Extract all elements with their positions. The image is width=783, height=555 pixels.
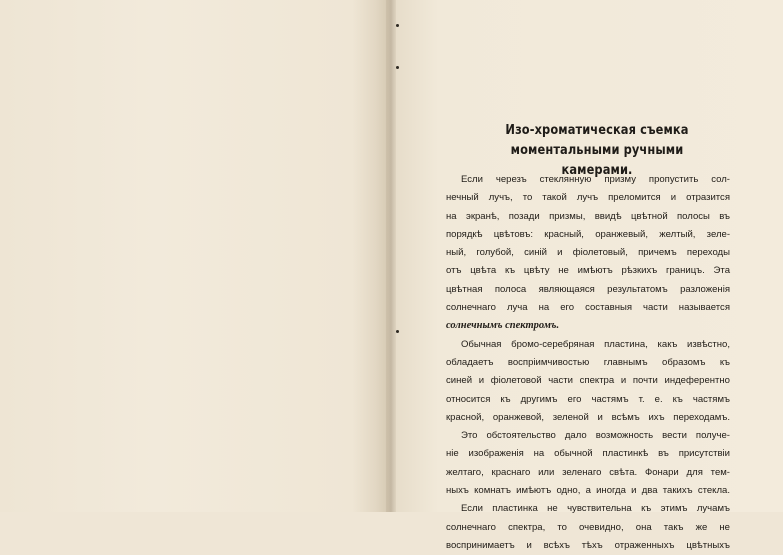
text-line: относится къ другимъ его частямъ т. е. къ частямъ xyxy=(446,393,730,405)
text-line: отъ цвѣта къ цвѣту не имѣютъ рѣзкихъ границъ. Эта xyxy=(446,265,730,277)
text-line: цвѣтная полоса являющаяся результатомъ разложенія xyxy=(446,283,730,295)
text-line: порядкѣ цвѣтовъ: красный, оранжевый, желтый, зеле- xyxy=(446,228,730,240)
chapter-title-line: камерами. xyxy=(561,163,633,178)
body-text xyxy=(446,171,730,555)
text-line: солнечнаго спектра, то очевидно, она такъ же не xyxy=(446,521,730,533)
chapter-title-line: Изо-хроматическая съемка моментальными ручными xyxy=(505,123,689,158)
text-line: ный, голубой, синій и фіолетовый, причемъ переходы xyxy=(446,247,730,259)
text-line: нечный лучъ, то такой лучъ преломится и отразится xyxy=(446,192,730,204)
text-line: воспринимаетъ и всѣхъ тѣхъ отраженныхъ цвѣтныхъ xyxy=(446,539,730,551)
text-line: Если черезъ стеклянную призму пропустить сол- xyxy=(461,174,730,185)
text-line: на экранѣ, позади призмы, ввидѣ цвѣтной полосы въ xyxy=(446,210,730,222)
text-line: синей и фіолетовой части спектра и почти индеферентно xyxy=(446,375,730,387)
text-line: ніе изображенія на обычной пластинкѣ въ присутствіи xyxy=(446,448,730,460)
text-line: обладаетъ воспріимчивостью главнымъ образомъ къ xyxy=(446,356,730,368)
text-line: ныхъ комнатъ имѣютъ одно, а иногда и два такихъ стекла. xyxy=(446,485,730,497)
text-line: Обычная бромо-серебряная пластина, какъ извѣстно, xyxy=(461,338,730,350)
text-line-emphasis xyxy=(446,317,730,335)
text-line: Это обстоятельство дало возможность вести получе- xyxy=(461,430,730,442)
text-line: желтаго, краснаго или зеленаго свѣта. Фонари для тем- xyxy=(446,466,730,478)
text-line: Если пластинка не чувствительна къ этимъ лучамъ xyxy=(461,503,730,515)
text-line: солнечнаго луча на его составныя части называется xyxy=(446,302,730,314)
left-page-blank xyxy=(0,0,390,512)
emphasized-term: солнечнымъ спектромъ. xyxy=(446,320,560,332)
text-line: красной, оранжевой, зеленой и всѣмъ ихъ переходамъ. xyxy=(446,411,730,423)
